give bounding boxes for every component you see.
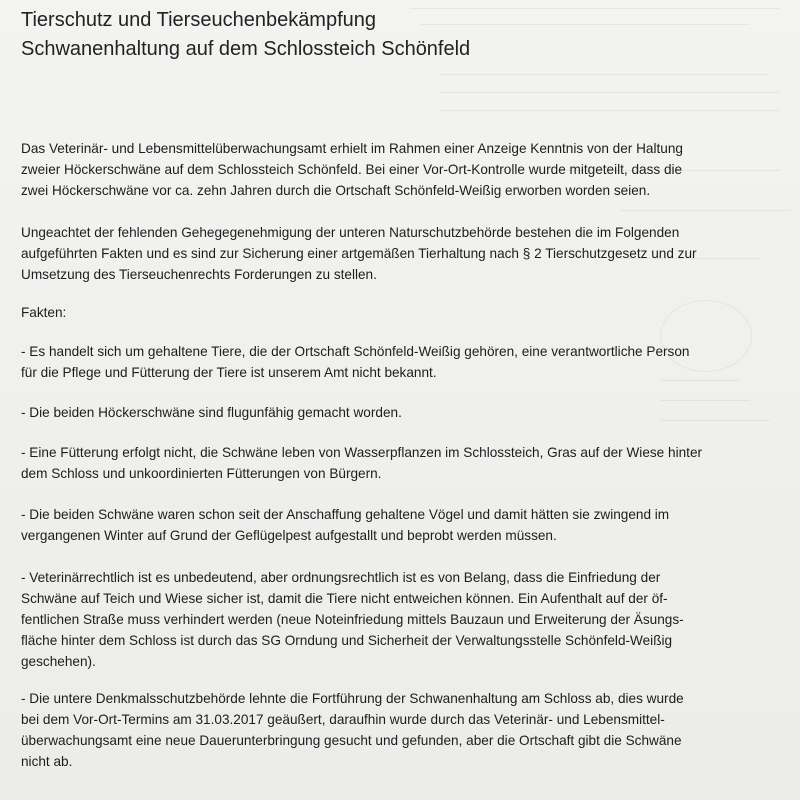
intro-paragraph: Das Veterinär- und Lebensmittelüberwachungsamt erhielt im Rahmen einer Anzeige Kenntnis von der Haltung zweier Höckerschwäne auf dem Schlossteich Schönfeld. Bei einer Vor-Ort-Kontrolle wurde mitgeteilt, dass die zwei Höckerschwäne vor ca. zehn Jahren durch die Ortschaft Schönfeld-Weißig erworben worden seien. xyxy=(21,141,683,198)
fact-item-enclosure: - Veterinärrechtlich ist es unbedeutend, aber ordnungsrechtlich ist es von Belang, dass die Einfriedung der Schwäne auf Teich und Wiese sicher ist, damit die Tiere nicht entweichen können. Ein Aufenthalt auf der öf- fentlichen Straße muss verhindert werden (neue Noteinfriedung mittels Bauzaun und Erweiterung der Äsungs- fläche hinter dem Schloss ist durch das SG Orndung und Sicherheit der Verwaltungsstelle Schönfeld-Weißig geschehen). xyxy=(21,570,684,669)
fact-item-ownership: - Es handelt sich um gehaltene Tiere, die der Ortschaft Schönfeld-Weißig gehören, eine verantwortliche Person für die Pflege und Fütterung der Tiere ist unserem Amt nicht bekannt. xyxy=(21,344,690,380)
requirements-paragraph: Ungeachtet der fehlenden Gehegegenehmigung der unteren Naturschutzbehörde bestehen die im Folgenden aufgeführten Fakten und es sind zur Sicherung einer artgemäßen Tierhaltung nach § 2 Tierschutzgesetz und zur Umsetzung des Tierseuchenrechts Forderungen zu stellen. xyxy=(21,225,697,282)
document-title-line-2: Schwanenhaltung auf dem Schlossteich Schönfeld xyxy=(21,38,471,60)
document-title-line-1: Tierschutz und Tierseuchenbekämpfung xyxy=(21,9,377,31)
fact-item-avian-flu: - Die beiden Schwäne waren schon seit der Anschaffung gehaltene Vögel und damit hätten sie zwingend im vergangenen Winter auf Grund der Geflügelpest aufgestallt und beprobt werden müssen. xyxy=(21,507,670,543)
fact-item-flightless: - Die beiden Höckerschwäne sind flugunfähig gemacht worden. xyxy=(21,405,402,420)
facts-heading: Fakten: xyxy=(21,305,67,320)
fact-item-feeding: - Eine Fütterung erfolgt nicht, die Schwäne leben von Wasserpflanzen im Schlossteich, Gras auf der Wiese hinter dem Schloss und unkoordinierten Fütterungen von Bürgern. xyxy=(21,445,703,481)
fact-item-monument-protection: - Die untere Denkmalsschutzbehörde lehnte die Fortführung der Schwanenhaltung am Schloss ab, dies wurde bei dem Vor-Ort-Termins am 31.03.2017 geäußert, daraufhin wurde durch das Veterinär- und Lebensmittel- überwachungsamt eine neue Dauerunterbringung gesucht und gefunden, aber die Ortschaft gibt die Schwäne nicht ab. xyxy=(21,691,684,769)
